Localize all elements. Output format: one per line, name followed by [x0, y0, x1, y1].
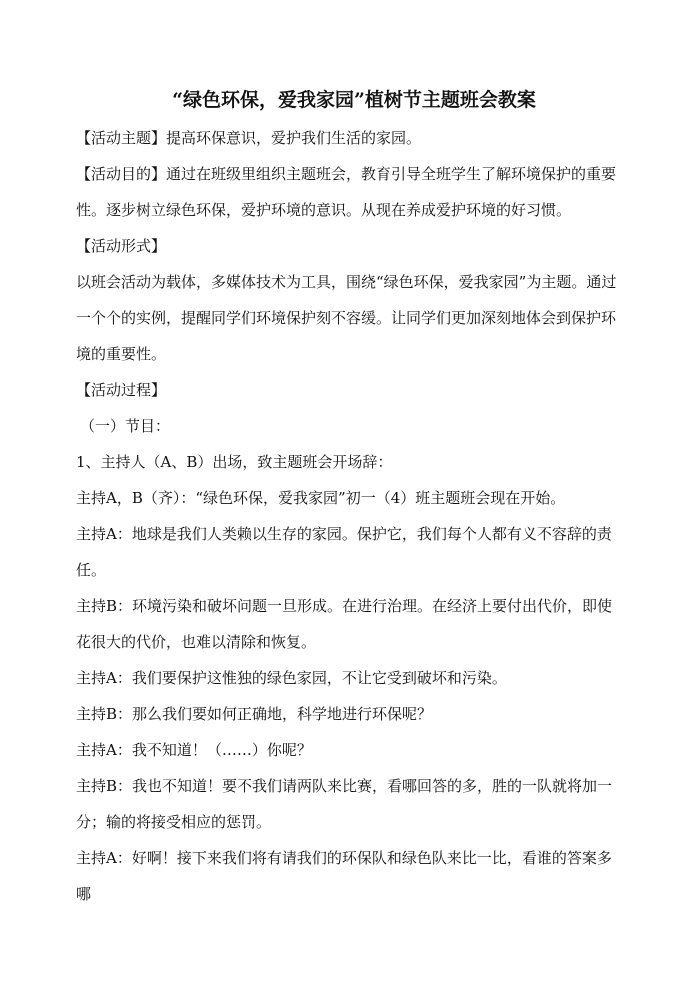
- dialogue-line: 主持B：环境污染和破坏问题一旦形成。在进行治理。在经济上要付出代价，即使花很大的代价，也难以清除和恢复。: [76, 597, 613, 651]
- dialogue-line: 主持A：好啊！接下来我们将有请我们的环保队和绿色队来比一比，看谁的答案多哪: [76, 849, 612, 903]
- heading-format: 【活动形式】: [76, 237, 167, 255]
- paragraph-format: 以班会活动为载体，多媒体技术为工具，围绕“绿色环保，爱我家园”为主题。通过一个个的实例，提醒同学们环境保护刻不容缓。让同学们更加深刻地体会到保护环境的重要性。: [76, 273, 617, 363]
- dialogue-line: 主持B：那么我们要如何正确地，科学地进行环保呢？: [76, 705, 433, 723]
- step-host-entrance: 1、主持人（A、B）出场，致主题班会开场辞：: [76, 453, 393, 471]
- dialogue-line: 主持A：地球是我们人类赖以生存的家园。保护它，我们每个人都有义不容辞的责任。: [76, 525, 612, 579]
- dialogue-line: 主持A：我们要保护这惟独的绿色家园，不让它受到破坏和污染。: [76, 669, 507, 687]
- dialogue-line: 主持A：我不知道！（……）你呢？: [76, 741, 312, 759]
- heading-process: 【活动过程】: [76, 381, 167, 399]
- document-body: [76, 120, 626, 912]
- document-title: “绿色环保，爱我家园”植树节主题班会教案: [172, 89, 536, 111]
- paragraph-purpose: 【活动目的】通过在班级里组织主题班会，教育引导全班学生了解环境保护的重要性。逐步树立绿色环保，爱护环境的意识。从现在养成爱护环境的好习惯。: [76, 165, 617, 219]
- dialogue-line: 主持B：我也不知道！要不我们请两队来比赛，看哪回答的多，胜的一队就将加一分；输的将接受相应的惩罚。: [76, 777, 613, 831]
- section-program: （一）节目：: [80, 417, 171, 435]
- dialogue-line: 主持A，B（齐）：“绿色环保，爱我家园”初一（4）班主题班会现在开始。: [76, 489, 566, 507]
- paragraph-theme: 【活动主题】提高环保意识，爱护我们生活的家园。: [76, 129, 422, 147]
